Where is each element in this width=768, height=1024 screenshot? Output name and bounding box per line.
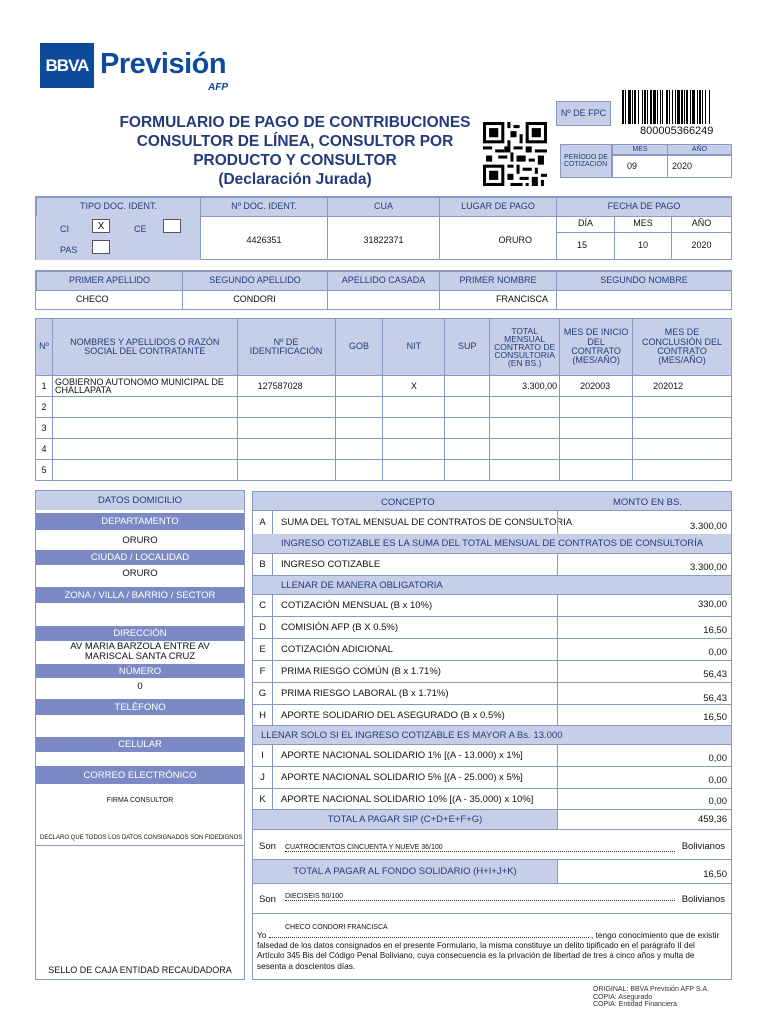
table-cell-inicio: [560, 460, 633, 481]
row-d-value: 16,50: [703, 625, 727, 636]
declaracion-text-1: , tengo conocimiento que de existir: [591, 930, 720, 940]
periodo-anio: 2020: [667, 155, 732, 178]
primer-apellido-header: PRIMER APELLIDO: [36, 271, 183, 291]
concepto-header: [252, 491, 732, 511]
correo-value: [36, 785, 244, 795]
table-cell-name: [52, 439, 237, 460]
departamento-label: DEPARTAMENTO: [36, 513, 244, 530]
table-cell-fin: 202012: [633, 376, 732, 397]
total-fs-label: TOTAL A PAGAR AL FONDO SOLIDARIO (H+I+J+K): [253, 860, 557, 883]
total-sip-row: [252, 810, 732, 830]
row-g-desc: PRIMA RIESGO LABORAL (B x 1.71%): [281, 688, 449, 699]
telefono-label: TELÉFONO: [36, 699, 244, 715]
row-a-desc: SUMA DEL TOTAL MENSUAL DE CONTRATOS DE CONSULTORIA: [281, 517, 573, 528]
row-j-desc: APORTE NACIONAL SOLIDARIO 5% [(A - 25.000) x 5%]: [281, 772, 523, 783]
row-e-desc: COTIZACIÓN ADICIONAL: [281, 644, 393, 655]
row-i-letter: I: [253, 745, 273, 766]
row-h: [252, 705, 732, 726]
departamento-value: ORURO: [122, 534, 158, 546]
row-b-divider: [557, 554, 558, 575]
table-row: [36, 460, 732, 481]
row-d: [252, 617, 732, 639]
table-cell-id: [237, 439, 335, 460]
row-b-desc: INGRESO COTIZABLE: [281, 559, 381, 570]
table-cell-n: 5: [36, 460, 53, 481]
total-sip-value: 459,36: [697, 814, 727, 825]
row-g-letter: G: [253, 683, 273, 704]
row-c-divider: [557, 595, 558, 616]
row-h-divider: [557, 705, 558, 725]
table-cell-name: [52, 418, 237, 439]
zona-label: ZONA / VILLA / BARRIO / SECTOR: [36, 587, 244, 603]
row-e-divider: [557, 639, 558, 660]
apellido-casada-value: [327, 290, 440, 310]
periodo-anio-label: AÑO: [667, 144, 732, 155]
declaracion-line-2: falsedad de los datos consignados en el presente Formulario, la misma constituye un delito tipificado en el parágrafo II del: [257, 941, 695, 950]
table-row: [36, 397, 732, 418]
total-sip-divider: [557, 810, 558, 829]
table-cell-fin: [633, 397, 732, 418]
table-cell-sup: [445, 460, 490, 481]
tipo-doc-header: TIPO DOC. IDENT.: [36, 197, 201, 217]
table-cell-gob: [335, 397, 383, 418]
firma-consultor-area[interactable]: [36, 806, 244, 830]
band-1: INGRESO COTIZABLE ES LA SUMA DEL TOTAL MENSUAL DE CONTRATOS DE CONSULTORÍA: [252, 534, 732, 554]
apellido-casada-header: APELLIDO CASADA: [327, 271, 440, 291]
copy-asegurado: COPIA: Asegurado: [593, 993, 653, 1001]
row-k-letter: K: [253, 789, 273, 809]
tipo-doc-cell: [36, 216, 201, 260]
total-fs-divider: [557, 860, 558, 883]
table-cell-nit: [383, 439, 445, 460]
row-i-divider: [557, 745, 558, 766]
declaracion-line-4: sesenta a doscientos días.: [257, 961, 356, 971]
copy-entidad: COPIA: Entidad Financiera: [593, 1001, 678, 1008]
table-cell-n: 3: [36, 418, 53, 439]
copies-note: [593, 986, 709, 1009]
table-cell-n: 4: [36, 439, 53, 460]
fpc-number: 800005366249: [640, 125, 714, 137]
table-cell-gob: [335, 376, 383, 397]
mes-value: 10: [614, 232, 672, 260]
telefono-value: [36, 716, 244, 734]
table-cell-total: [490, 397, 560, 418]
row-h-value: 16,50: [703, 712, 727, 723]
correo-label: CORREO ELECTRÓNICO: [36, 766, 244, 784]
sello-label: SELLO DE CAJA ENTIDAD RECAUDADORA: [48, 965, 232, 975]
ciudad-label: CIUDAD / LOCALIDAD: [36, 550, 244, 565]
contracts-table: [35, 318, 732, 481]
row-c: [252, 595, 732, 617]
monto-head: MONTO EN BS.: [613, 497, 682, 508]
col-inicio: MES DE INICIO DEL CONTRATO (MES/AÑO): [560, 319, 633, 376]
row-f-divider: [557, 661, 558, 682]
declarante-line: [269, 937, 589, 938]
band-2: LLENAR DE MANERA OBLIGATORIA: [252, 576, 732, 595]
row-k-value: 0,00: [708, 796, 727, 807]
row-i-desc: APORTE NACIONAL SOLIDARIO 1% [(A - 13.000) x 1%]: [281, 750, 523, 761]
bolivianos-2: Bolivianos: [681, 894, 725, 905]
band-3: LLENAR SOLO SI EL INGRESO COTIZABLE ES MAYOR A Bs. 13.000: [252, 726, 732, 745]
col-nit: NIT: [383, 319, 445, 376]
pas-checkbox[interactable]: [92, 240, 110, 254]
ciudad-value: ORURO: [122, 567, 158, 579]
table-cell-fin: [633, 418, 732, 439]
table-row: [36, 376, 732, 397]
son-2-text: DIECISEIS 50/100: [285, 893, 675, 901]
segundo-nombre-header: SEGUNDO NOMBRE: [556, 271, 732, 291]
table-cell-total: [490, 418, 560, 439]
total-fs-row: [252, 860, 732, 884]
row-e-letter: E: [253, 639, 273, 660]
row-d-divider: [557, 617, 558, 638]
row-a: [252, 511, 732, 535]
table-cell-sup: [445, 397, 490, 418]
domicilio-title: DATOS DOMICILIO: [36, 491, 244, 510]
segundo-apellido-header: SEGUNDO APELLIDO: [182, 271, 328, 291]
concepto-head: CONCEPTO: [381, 497, 435, 508]
row-g: [252, 683, 732, 705]
anio-value: 2020: [671, 232, 732, 260]
table-cell-id: [237, 397, 335, 418]
row-h-desc: APORTE SOLIDARIO DEL ASEGURADO (B x 0.5%): [281, 709, 505, 721]
pas-label: PAS: [60, 245, 78, 255]
title-line-4: (Declaración Jurada): [218, 171, 372, 188]
row-c-value: 330,00: [697, 599, 727, 610]
contracts-header-row: [36, 319, 732, 376]
row-c-desc: COTIZACIÓN MENSUAL (B x 10%): [281, 600, 433, 611]
names-section: [35, 270, 732, 310]
row-e-value: 0,00: [708, 647, 727, 658]
primer-nombre-header: PRIMER NOMBRE: [439, 271, 557, 291]
row-k-desc: APORTE NACIONAL SOLIDARIO 10% [(A - 35.000) x 10%]: [281, 793, 534, 805]
declaro-line: [36, 845, 244, 846]
ce-label: CE: [134, 224, 147, 234]
afp-logo-text: AFP: [208, 82, 228, 93]
table-cell-inicio: [560, 418, 633, 439]
total-sip-label: TOTAL A PAGAR SIP (C+D+E+F+G): [253, 810, 557, 829]
ci-checkbox[interactable]: X: [92, 219, 110, 233]
table-cell-nit: X: [383, 376, 445, 397]
table-cell-gob: [335, 418, 383, 439]
direccion-value: AV MARIA BARZOLA ENTRE AV MARISCAL SANTA CRUZ: [70, 640, 210, 662]
son-2-label: Son: [259, 894, 276, 905]
lugar-header: LUGAR DE PAGO: [439, 197, 557, 217]
row-f-value: 56,43: [703, 669, 727, 680]
copy-original: ORIGINAL: BBVA Previsión AFP S.A.: [593, 986, 710, 993]
table-cell-name: [52, 460, 237, 481]
title-line-2: CONSULTOR DE LÍNEA, CONSULTOR POR: [136, 133, 454, 150]
row-h-letter: H: [253, 705, 273, 725]
declaracion-line-3: Artículo 345 Bis del Código Penal Boliviano, cuya consecuencia es la privación de libertad de tres a cinco años y multa de: [257, 951, 695, 960]
table-cell-id: [237, 460, 335, 481]
numero-label: NÚMERO: [36, 664, 244, 678]
qr-code-icon: [483, 121, 547, 187]
table-cell-n: 1: [36, 376, 53, 397]
table-cell-inicio: 202003: [560, 376, 633, 397]
segundo-apellido-value: CONDORI: [182, 290, 328, 310]
row-j: [252, 767, 732, 789]
table-cell-id: [237, 418, 335, 439]
ce-checkbox[interactable]: [163, 219, 181, 233]
row-b-value: 3.300,00: [690, 562, 727, 573]
table-cell-name: GOBIERNO AUTONOMO MUNICIPAL DE CHALLAPATA: [52, 376, 237, 397]
periodo-mes-label: MES: [612, 144, 668, 155]
dia-label: DÍA: [556, 216, 615, 233]
mes-label: MES: [614, 216, 672, 233]
row-a-letter: A: [253, 511, 273, 534]
table-cell-nit: [383, 460, 445, 481]
son-1-label: Son: [259, 841, 276, 852]
col-name: NOMBRES Y APELLIDOS O RAZÓN SOCIAL DEL CONTRATANTE: [52, 319, 237, 376]
table-cell-sup: [445, 418, 490, 439]
row-e: [252, 639, 732, 661]
row-f: [252, 661, 732, 683]
nro-doc-value: 4426351: [200, 216, 328, 260]
declaro-text: DECLARO QUE TODOS LOS DATOS CONSIGNADOS SON FIDEDIGNOS: [40, 835, 243, 841]
table-cell-sup: [445, 376, 490, 397]
title-line-3: PRODUCTO Y CONSULTOR: [193, 152, 397, 169]
row-b: [252, 554, 732, 576]
col-fin: MES DE CONCLUSIÓN DEL CONTRATO (MES/AÑO): [633, 319, 732, 376]
firma-consultor-label: FIRMA CONSULTOR: [106, 797, 174, 804]
row-a-value: 3.300,00: [690, 521, 727, 532]
table-cell-inicio: [560, 439, 633, 460]
segundo-nombre-value: [556, 290, 732, 310]
bbva-logo: BBVA: [40, 43, 94, 88]
row-g-value: 56,43: [703, 693, 727, 704]
row-k: [252, 789, 732, 810]
celular-value: [36, 752, 244, 766]
direccion-label: DIRECCIÓN: [36, 626, 244, 641]
table-cell-fin: [633, 439, 732, 460]
table-cell-nit: [383, 418, 445, 439]
table-cell-gob: [335, 460, 383, 481]
row-i-value: 0,00: [708, 753, 727, 764]
yo-label: Yo: [257, 930, 267, 940]
table-cell-total: [490, 460, 560, 481]
row-g-divider: [557, 683, 558, 704]
son-row-1: [252, 830, 732, 860]
bolivianos-1: Bolivianos: [681, 841, 725, 852]
ci-label: CI: [60, 224, 69, 234]
lugar-value: ORURO: [439, 216, 557, 260]
col-total: TOTAL MENSUAL CONTRATO DE CONSULTORIA (EN BS.): [490, 319, 560, 376]
declaracion-box: [252, 914, 732, 980]
declaracion-line-1: [257, 924, 729, 941]
row-d-desc: COMISIÓN AFP (B X 0.5%): [281, 622, 399, 633]
declarante-nombre: CHECO CONDORI FRANCISCA: [285, 924, 388, 931]
cua-header: CUA: [327, 197, 440, 217]
row-d-letter: D: [253, 617, 273, 638]
total-fs-value: 16,50: [703, 869, 727, 880]
ident-section: [35, 196, 732, 260]
fecha-header: FECHA DE PAGO: [556, 197, 732, 217]
zona-value: [36, 605, 244, 623]
form-title: [110, 113, 480, 189]
table-cell-inicio: [560, 397, 633, 418]
row-a-divider: [557, 511, 558, 534]
row-j-divider: [557, 767, 558, 788]
table-cell-total: 3.300,00: [490, 376, 560, 397]
fpc-label: Nº DE FPC: [556, 101, 611, 126]
table-cell-nit: [383, 397, 445, 418]
table-cell-n: 2: [36, 397, 53, 418]
table-cell-gob: [335, 439, 383, 460]
row-j-value: 0,00: [708, 775, 727, 786]
col-n: Nº: [36, 319, 53, 376]
dia-value: 15: [556, 232, 615, 260]
primer-nombre-value: FRANCISCA: [439, 290, 557, 310]
cua-value: 31822371: [327, 216, 440, 260]
title-line-1: FORMULARIO DE PAGO DE CONTRIBUCIONES: [119, 114, 471, 131]
row-j-letter: J: [253, 767, 273, 788]
row-b-letter: B: [253, 554, 273, 575]
table-cell-name: [52, 397, 237, 418]
primer-apellido-value: CHECO: [36, 290, 183, 310]
row-f-letter: F: [253, 661, 273, 682]
table-row: [36, 418, 732, 439]
row-k-divider: [557, 789, 558, 809]
table-cell-id: 127587028: [237, 376, 335, 397]
table-cell-sup: [445, 439, 490, 460]
periodo-label: PERÍODO DE COTIZACIÓN: [560, 144, 612, 178]
table-cell-fin: [633, 460, 732, 481]
son-1-text: CUATROCIENTOS CINCUENTA Y NUEVE 36/100: [285, 844, 675, 852]
prevision-logo-text: Previsión: [100, 48, 227, 80]
row-c-letter: C: [253, 595, 273, 616]
periodo-mes: 09: [612, 155, 668, 178]
barcode-icon: [622, 90, 734, 124]
table-row: [36, 439, 732, 460]
celular-label: CELULAR: [36, 737, 244, 752]
nro-doc-header: Nº DOC. IDENT.: [200, 197, 328, 217]
son-row-2: [252, 884, 732, 914]
col-id: Nº DE IDENTIFICACIÓN: [237, 319, 335, 376]
col-sup: SUP: [445, 319, 490, 376]
anio-label: AÑO: [671, 216, 732, 233]
row-f-desc: PRIMA RIESGO COMÚN (B x 1.71%): [281, 666, 441, 677]
table-cell-total: [490, 439, 560, 460]
row-i: [252, 745, 732, 767]
numero-value: 0: [137, 680, 143, 692]
col-gob: GOB: [335, 319, 383, 376]
